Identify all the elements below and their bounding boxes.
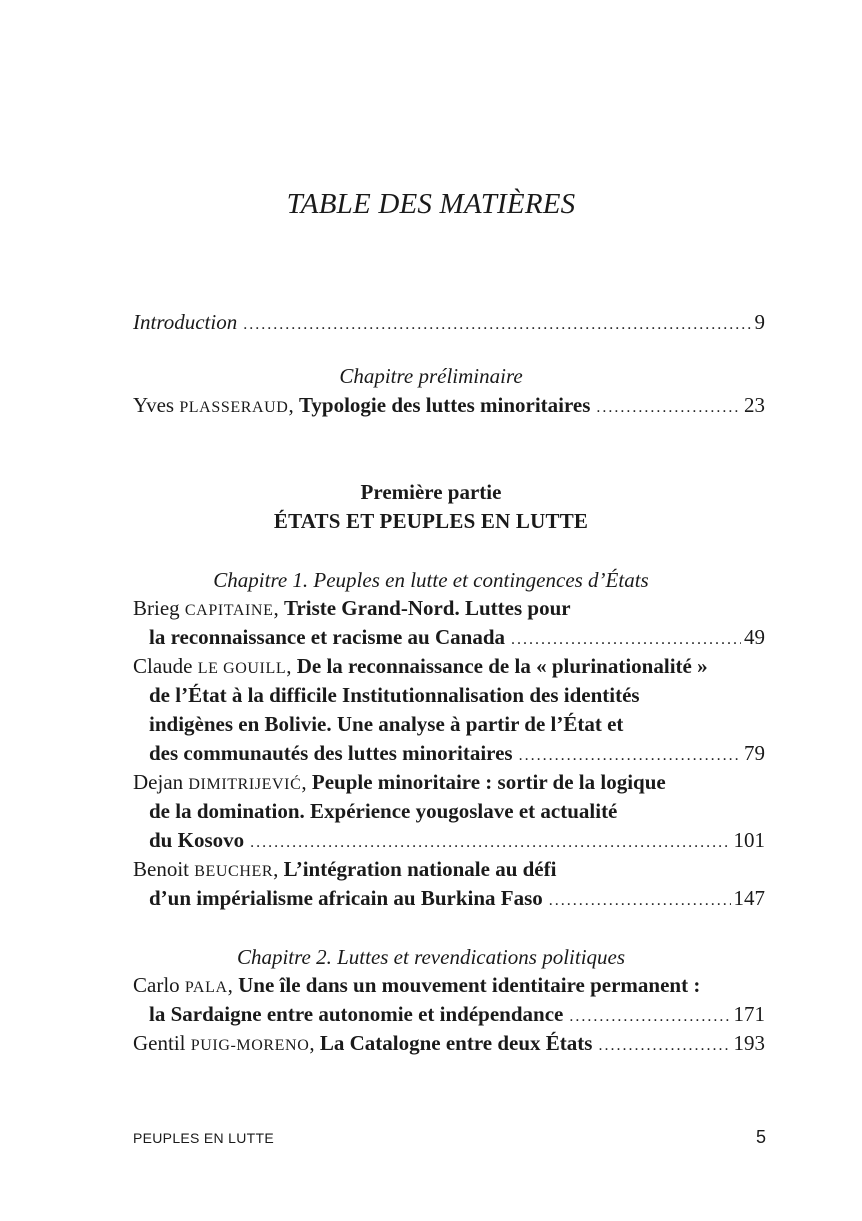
chapter-heading-1: Chapitre 1. Peuples en lutte et contingences d’États: [213, 568, 649, 592]
toc-entry-introduction[interactable]: [133, 310, 765, 338]
author-last: PUIG-MORENO: [190, 1037, 310, 1054]
leader-dots: [549, 892, 731, 910]
entry-title-line: la reconnaissance et racisme au Canada: [149, 625, 506, 649]
author-first: Brieg: [133, 596, 180, 620]
toc-entry[interactable]: [133, 654, 765, 682]
entry-title-line: De la reconnaissance de la « plurinationalité »: [296, 654, 708, 678]
author-last: PALA: [184, 979, 228, 996]
author-first: Benoit: [133, 857, 189, 881]
entry-title-line: du Kosovo: [149, 828, 245, 852]
author-separator: ,: [286, 654, 292, 678]
toc-entry[interactable]: [133, 770, 765, 798]
toc-entry[interactable]: [133, 596, 765, 624]
entry-title-line: de la domination. Expérience yougoslave et actualité: [149, 799, 618, 823]
leader-dots: [511, 631, 741, 649]
author-separator: ,: [309, 1031, 315, 1055]
page-number: 101: [733, 828, 765, 852]
toc-entry-continuation[interactable]: [149, 828, 765, 856]
author-first: Claude: [133, 654, 193, 678]
page-number: 49: [744, 625, 765, 649]
author-separator: ,: [227, 973, 233, 997]
chapter-heading-2: Chapitre 2. Luttes et revendications politiques: [236, 945, 626, 969]
toc-entry-continuation[interactable]: [149, 625, 765, 653]
author-last: LE GOUILL: [197, 660, 287, 677]
leader-dots: [250, 834, 730, 852]
entry-title: Typologie des luttes minoritaires: [298, 393, 591, 417]
author-separator: ,: [273, 857, 279, 881]
leader-dots: [598, 1037, 730, 1055]
author-first: Dejan: [133, 770, 184, 794]
author-last: DIMITRIJEVIĆ: [188, 776, 302, 793]
author-first: Gentil: [133, 1031, 186, 1055]
author-first: Carlo: [133, 973, 180, 997]
author-last: BEUCHER: [194, 863, 274, 880]
author-first: Yves: [133, 393, 175, 417]
page-number: 171: [733, 1002, 765, 1026]
page-number: 147: [733, 886, 765, 910]
page-number: 193: [733, 1031, 765, 1055]
entry-title-line: de l’État à la difficile Institutionnalisation des identités: [149, 683, 640, 707]
part-title: ÉTATS ET PEUPLES EN LUTTE: [273, 509, 589, 533]
toc-entry[interactable]: [133, 1031, 765, 1059]
running-footer-title: PEUPLES EN LUTTE: [133, 1130, 274, 1146]
entry-title-line: indigènes en Bolivie. Une analyse à partir de l’État et: [149, 712, 624, 736]
folio-page-number: 5: [755, 1127, 766, 1147]
author-separator: ,: [273, 596, 279, 620]
entry-title-line: la Sardaigne entre autonomie et indépendance: [149, 1002, 564, 1026]
toc-entry-continuation[interactable]: [149, 712, 765, 740]
entry-title-line: L’intégration nationale au défi: [283, 857, 557, 881]
toc-entry-continuation[interactable]: [149, 683, 765, 711]
toc-entry-continuation[interactable]: [149, 741, 765, 769]
toc-entry-continuation[interactable]: [149, 886, 765, 914]
entry-title-line: La Catalogne entre deux États: [319, 1031, 593, 1055]
part-label: Première partie: [360, 480, 502, 504]
entry-title-line: Peuple minoritaire : sortir de la logique: [311, 770, 666, 794]
leader-dots: [569, 1008, 730, 1026]
toc-entry[interactable]: [133, 973, 765, 1001]
page-number: 79: [744, 741, 765, 765]
entry-title-line: des communautés des luttes minoritaires: [149, 741, 513, 765]
page-title: TABLE DES MATIÈRES: [286, 188, 576, 220]
entry-title-line: d’un impérialisme africain au Burkina Faso: [149, 886, 543, 910]
author-separator: ,: [301, 770, 307, 794]
entry-title-line: Une île dans un mouvement identitaire permanent :: [238, 973, 701, 997]
entry-title: Introduction: [133, 310, 238, 334]
entry-title-line: Triste Grand-Nord. Luttes pour: [283, 596, 571, 620]
toc-entry-continuation[interactable]: [149, 799, 765, 827]
page-number: 23: [744, 393, 765, 417]
section-heading-preliminary: Chapitre préliminaire: [339, 364, 523, 388]
author-last: CAPITAINE: [184, 602, 274, 619]
page-number: 9: [754, 310, 765, 334]
author-last: PLASSERAUD: [179, 399, 289, 416]
author-separator: ,: [288, 393, 294, 417]
toc-entry[interactable]: [133, 393, 765, 421]
toc-entry[interactable]: [133, 857, 765, 885]
leader-dots: [243, 316, 751, 334]
toc-entry-continuation[interactable]: [149, 1002, 765, 1030]
leader-dots: [596, 399, 741, 417]
leader-dots: [519, 747, 741, 765]
